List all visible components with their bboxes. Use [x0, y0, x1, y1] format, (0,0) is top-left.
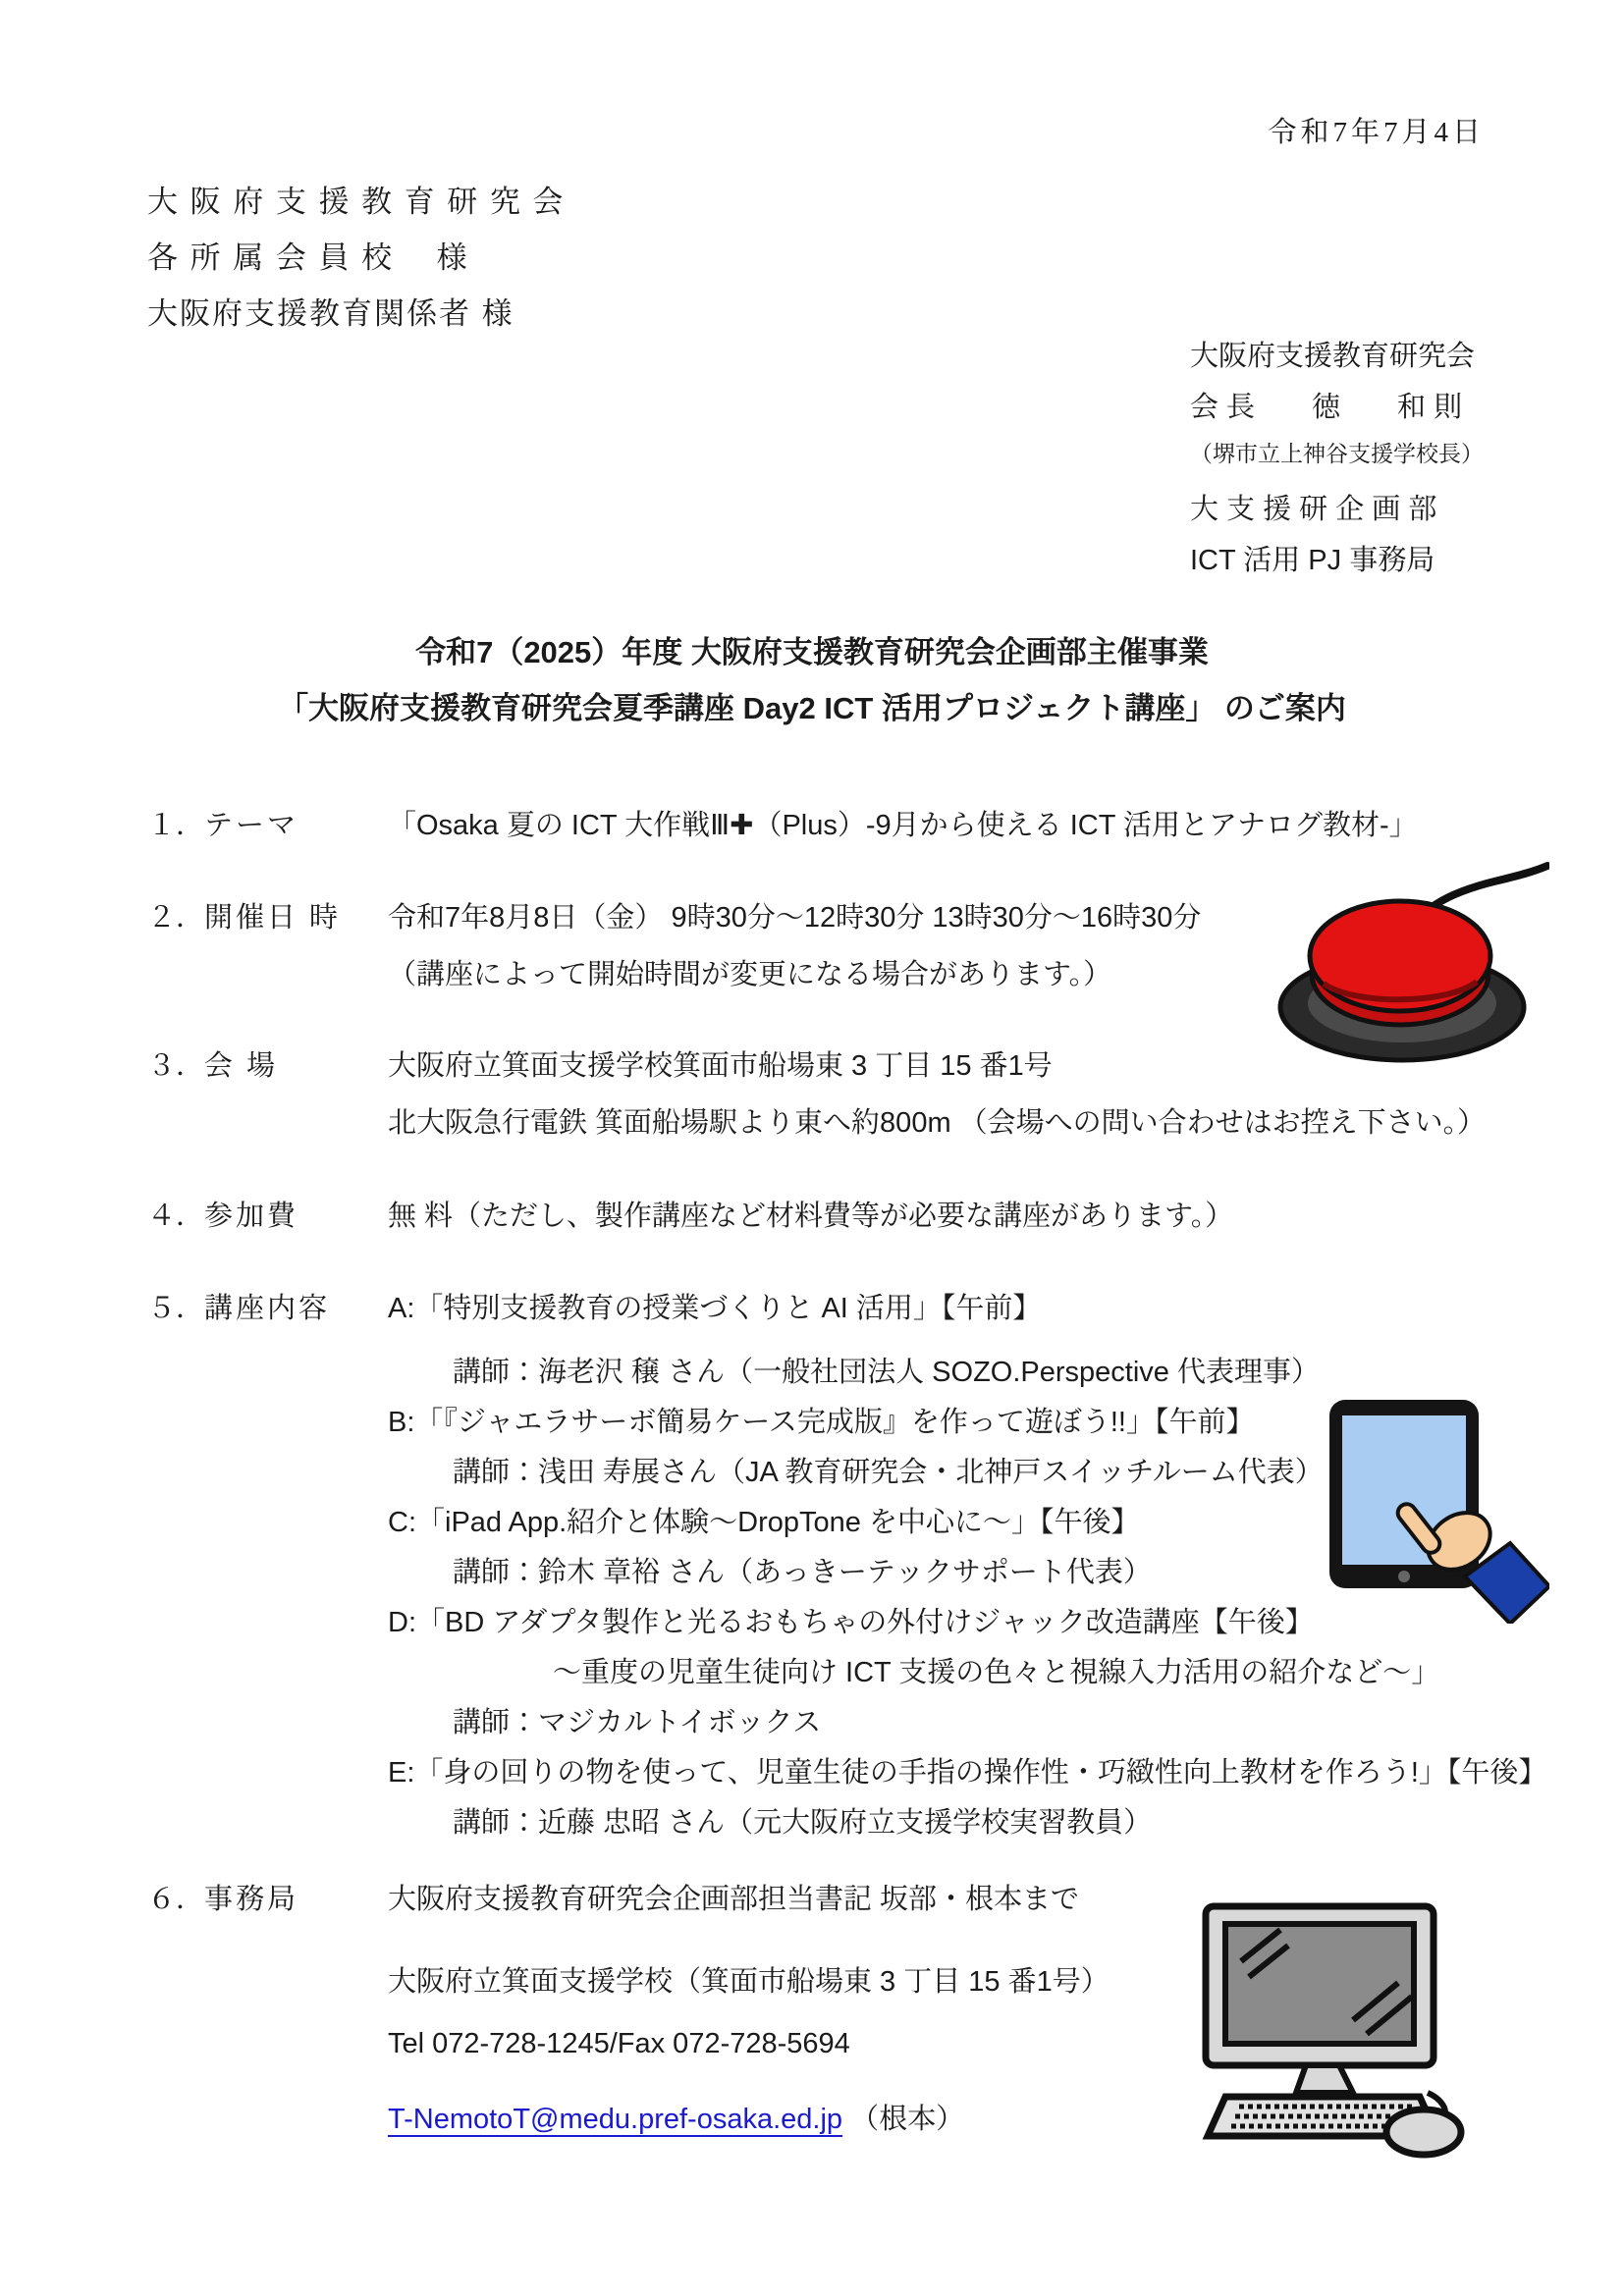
item-head	[147, 1194, 388, 1248]
course-a-title: A:「特別支援教育の授業づくりと AI 活用」【午前】	[388, 1293, 1042, 1324]
course-c-lecturer: 講師：鈴木 章裕 さん（あっきーテックサポート代表）	[453, 1557, 1152, 1588]
course-d-title: D:「BD アダプタ製作と光るおもちゃの外付けジャック改造講座【午後】	[388, 1607, 1314, 1638]
email-link[interactable]: T-NemotoT@medu.pref-osaka.ed.jp	[388, 2104, 843, 2135]
item-label: 会 場	[204, 1050, 279, 1082]
item-body	[388, 803, 1542, 857]
item-label: 講座内容	[204, 1293, 331, 1324]
sender-block	[1190, 334, 1494, 589]
item-fee	[147, 1194, 1542, 1248]
item-line: 大阪府立箕面支援学校箕面市船場東 3 丁目 15 番1号	[388, 1050, 1053, 1082]
item-number: ４．	[147, 1201, 205, 1232]
office-contact-line: 大阪府支援教育研究会企画部担当書記 坂部・根本まで	[388, 1884, 1080, 1915]
recipient-line: 各 所 属 会 員 校 様	[147, 240, 469, 275]
monitor-stand	[1296, 2065, 1353, 2093]
item-number: ３．	[147, 1050, 205, 1082]
recipient-line: 大 阪 府 支 援 教 育 研 究 会	[147, 185, 566, 219]
item-line: （講座によって開始時間が変更になる場合があります。）	[388, 959, 1112, 990]
sender-dept: 大 支 援 研 企 画 部	[1190, 494, 1437, 525]
item-theme	[147, 803, 1542, 857]
item-head	[147, 1877, 388, 2165]
sender-org: 大阪府支援教育研究会	[1190, 341, 1476, 372]
office-address-line: 大阪府立箕面支援学校（箕面市船場東 3 丁目 15 番1号）	[388, 1966, 1110, 1998]
recipient-block	[147, 177, 566, 345]
course-e-lecturer: 講師：近藤 忠昭 さん（元大阪府立支援学校実習教員）	[453, 1807, 1153, 1839]
item-number: ５．	[147, 1293, 205, 1324]
tablet-home-button	[1398, 1571, 1410, 1582]
item-number: １．	[147, 810, 205, 841]
sender-president: 会 長 徳 和 則	[1190, 392, 1463, 423]
item-label: 事務局	[204, 1884, 299, 1915]
course-e-title: E:「身の回りの物を使って、児童生徒の手指の操作性・巧緻性向上教材を作ろう!」【午後】	[388, 1757, 1547, 1789]
course-d-subtitle: ～重度の児童生徒向け ICT 支援の色々と視線入力活用の紹介など～」	[553, 1657, 1440, 1688]
document-date: 令和7年7月4日	[1268, 117, 1485, 148]
course-a-lecturer: 講師：海老沢 穣 さん（一般社団法人 SOZO.Perspective 代表理事）	[453, 1357, 1320, 1388]
item-label: テーマ	[204, 810, 299, 841]
item-line: 令和7年8月8日（金） 9時30分～12時30分 13時30分～16時30分	[388, 902, 1202, 934]
red-switch-illustration	[1259, 858, 1549, 1068]
item-head	[147, 1286, 388, 1850]
sender-office: ICT 活用 PJ 事務局	[1190, 545, 1435, 576]
title-line-1: 令和7（2025）年度 大阪府支援教育研究会企画部主催事業	[415, 635, 1209, 669]
switch-dome	[1310, 901, 1490, 1011]
course-d-lecturer: 講師：マジカルトイボックス	[453, 1707, 822, 1738]
item-body	[388, 1194, 1542, 1248]
computer-illustration	[1170, 1900, 1477, 2160]
item-line: 無 料（ただし、製作講座など材料費等が必要な講座があります。）	[388, 1201, 1234, 1232]
course-c-title: C:「iPad App.紹介と体験～DropTone を中心に～」【午後】	[388, 1507, 1140, 1538]
course-b-title: B:「『ジャエラサーボ簡易ケース完成版』を作って遊ぼう!!」【午前】	[388, 1407, 1255, 1438]
item-label: 開催日 時	[204, 902, 342, 934]
item-number: ６．	[147, 1884, 205, 1915]
item-head	[147, 1043, 388, 1148]
item-line: 「Osaka 夏の ICT 大作戦Ⅲ✚（Plus）-9月から使える ICT 活用とアナログ教材-」	[388, 810, 1418, 841]
item-line: 北大阪急行電鉄 箕面船場駅より東へ約800m （会場への問い合わせはお控え下さい。）	[388, 1107, 1487, 1139]
title-line-2: 「大阪府支援教育研究会夏季講座 Day2 ICT 活用プロジェクト講座」 のご案内	[278, 691, 1346, 725]
item-head	[147, 803, 388, 857]
mouse	[1386, 2109, 1461, 2155]
monitor-screen	[1225, 1924, 1414, 2044]
tablet-hand-illustration	[1318, 1394, 1549, 1624]
document-title	[0, 624, 1624, 736]
course-b-lecturer: 講師：浅田 寿展さん（JA 教育研究会・北神戸スイッチルーム代表）	[453, 1457, 1324, 1488]
item-number: ２．	[147, 902, 205, 934]
recipient-line: 大阪府支援教育関係者 様	[147, 296, 514, 331]
office-telfax-line: Tel 072-728-1245/Fax 072-728-5694	[388, 2028, 850, 2059]
item-label: 参加費	[204, 1201, 299, 1232]
item-head	[147, 895, 388, 1000]
sender-president-note: （堺市立上神谷支援学校長）	[1190, 441, 1484, 466]
email-suffix: （根本）	[850, 2104, 965, 2135]
